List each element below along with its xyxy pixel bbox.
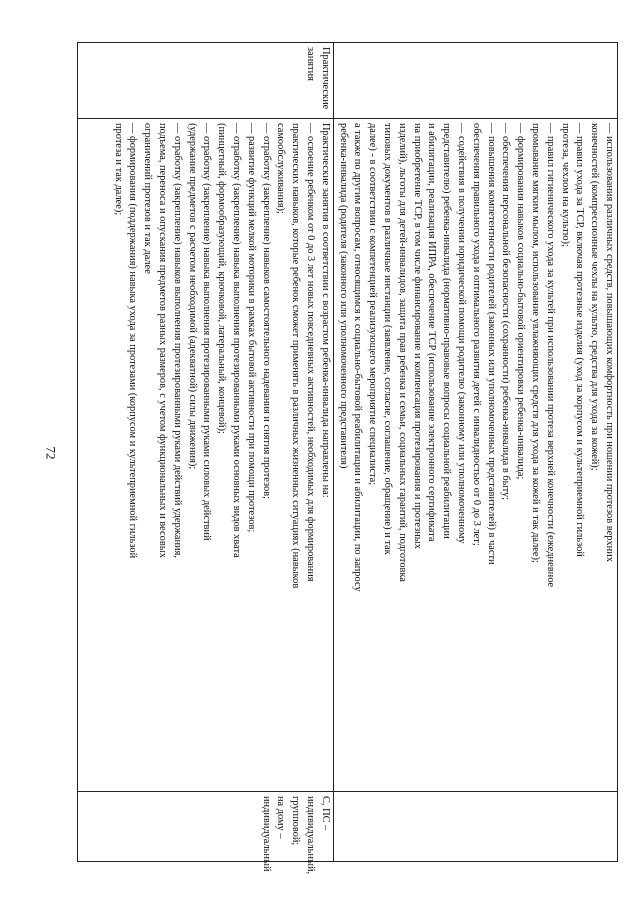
content-line: — развитие функций мелкой моторики в рамках бытовой активности при помощи протезов; xyxy=(245,123,257,533)
content-line: — повышения компетентности родителей (законных или уполномоченных представителей) в части xyxy=(485,123,497,565)
content-line: представителю) ребенка-инвалида (нормативно-правовые вопросы социальной реабилитации xyxy=(441,123,453,539)
content-line: — формирования (поддержания) навыка ухода за протезами (корпусом и культеприемной гильзой xyxy=(127,123,139,559)
content-line: — отработку (закрепление) навыков выполнения протезированными руками действий удержания, xyxy=(171,123,183,558)
row-label: Практические занятия xyxy=(77,43,333,119)
content-line: типовых документов в различные инстанции (заявление, согласие, соглашение, обращение) и так xyxy=(382,123,394,555)
content-line: практических навыков, которые ребенок сможет применять в различных жизненных ситуациях (навыков xyxy=(290,123,302,589)
content-line: — содействия в получении юридической помощи родителю (законному или уполномоченному xyxy=(456,123,468,544)
content-line: (удержание предметов с расчетом необходимой (адекватной) силы движения); xyxy=(186,123,198,470)
content-line: и абилитации, реализация ИПРА, обеспечение ТСР (использование электронного сертификата xyxy=(426,123,438,542)
row-label xyxy=(333,43,617,119)
row-mode xyxy=(333,792,617,862)
content-line: — освоение ребенком от 0 до 3 лет новых повседневных активностей, необходимых для формирования xyxy=(305,123,317,582)
content-line: (пинцетный, формообразующий, крючковой, латеральный, концевой); xyxy=(216,123,228,434)
content-line: промывание мягким мылом, использование увлажняющих средств для ухода за кожей и так далее); xyxy=(530,123,542,563)
table-row xyxy=(333,43,617,862)
content-line: протеза и так далее); xyxy=(112,123,124,216)
content-line: — использования различных средств, повышающих комфортность при ношении протезов верхних xyxy=(604,123,615,562)
content-line: — формирования навыков социально-бытовой ориентировки ребенка-инвалида; xyxy=(515,123,527,480)
content-line: протеза, чехлом на культю); xyxy=(559,123,571,247)
content-line: изделий), льготы для детей-инвалидов, защита прав ребенка и семьи, социальных гарантий, подготовка xyxy=(396,123,408,582)
content-line: — правил ухода за ТСР, включая протезные изделия (уход за корпусом и культеприемной гильзой xyxy=(574,123,586,557)
content-line: обеспечения правильного ухода и оптимального развития детей с инвалидностью от 0 до 3 лет; xyxy=(470,123,482,546)
content-line: — обеспечения персональной безопасности (сохранности) ребенка-инвалида в быту; xyxy=(500,123,512,500)
table-row xyxy=(77,43,333,862)
content-line: — отработку (закрепление) навыков самостоятельного надевания и снятия протезов; xyxy=(260,123,272,500)
measures-table xyxy=(77,42,618,875)
row-content xyxy=(77,119,333,792)
page-number xyxy=(38,438,62,468)
content-line: Практические занятия в соответствии с возрастом ребенка-инвалида направлены на: xyxy=(319,123,331,498)
page-number-text: 72 xyxy=(43,446,58,460)
rotated-table-container xyxy=(74,42,618,875)
content-line: — отработку (закрепление) навыка выполнения протезированными руками силовых действий xyxy=(201,123,213,541)
row-content xyxy=(333,119,617,792)
content-line: самообслуживания); xyxy=(275,123,287,214)
content-line: ограничений протезов и так далее xyxy=(142,123,154,274)
row-mode: С, ПС – индивидуальный, групповой; на дому – индивидуальный xyxy=(77,792,333,862)
content-line: далее) - в соответствии с компетенцией реализующего мероприятие специалиста; xyxy=(367,123,379,486)
content-line: а также по другим вопросам, относящимся к социально-бытовой реабилитации и абилитации, по запросу xyxy=(352,123,364,592)
content-line: — правил гигиенического ухода за культей при использовании протеза верхней конечности (ежедневное xyxy=(544,123,556,588)
content-line: ребенка-инвалида (родителя (законного или уполномоченного представителя) xyxy=(337,123,349,469)
content-line: подъема, переноса и опускания предметов разных размеров, с учетом функциональных и весовых xyxy=(157,123,169,558)
content-line: — отработку (закрепление) навыка выполнения протезированными руками основных видов хвата xyxy=(231,123,243,558)
content-line: конечностей (компрессионные чехлы на культю, средства для ухода за кожей); xyxy=(589,123,601,471)
content-line: на приобретение ТСР, в том числе финансирование и компенсация протезирования и протезных xyxy=(411,123,423,549)
